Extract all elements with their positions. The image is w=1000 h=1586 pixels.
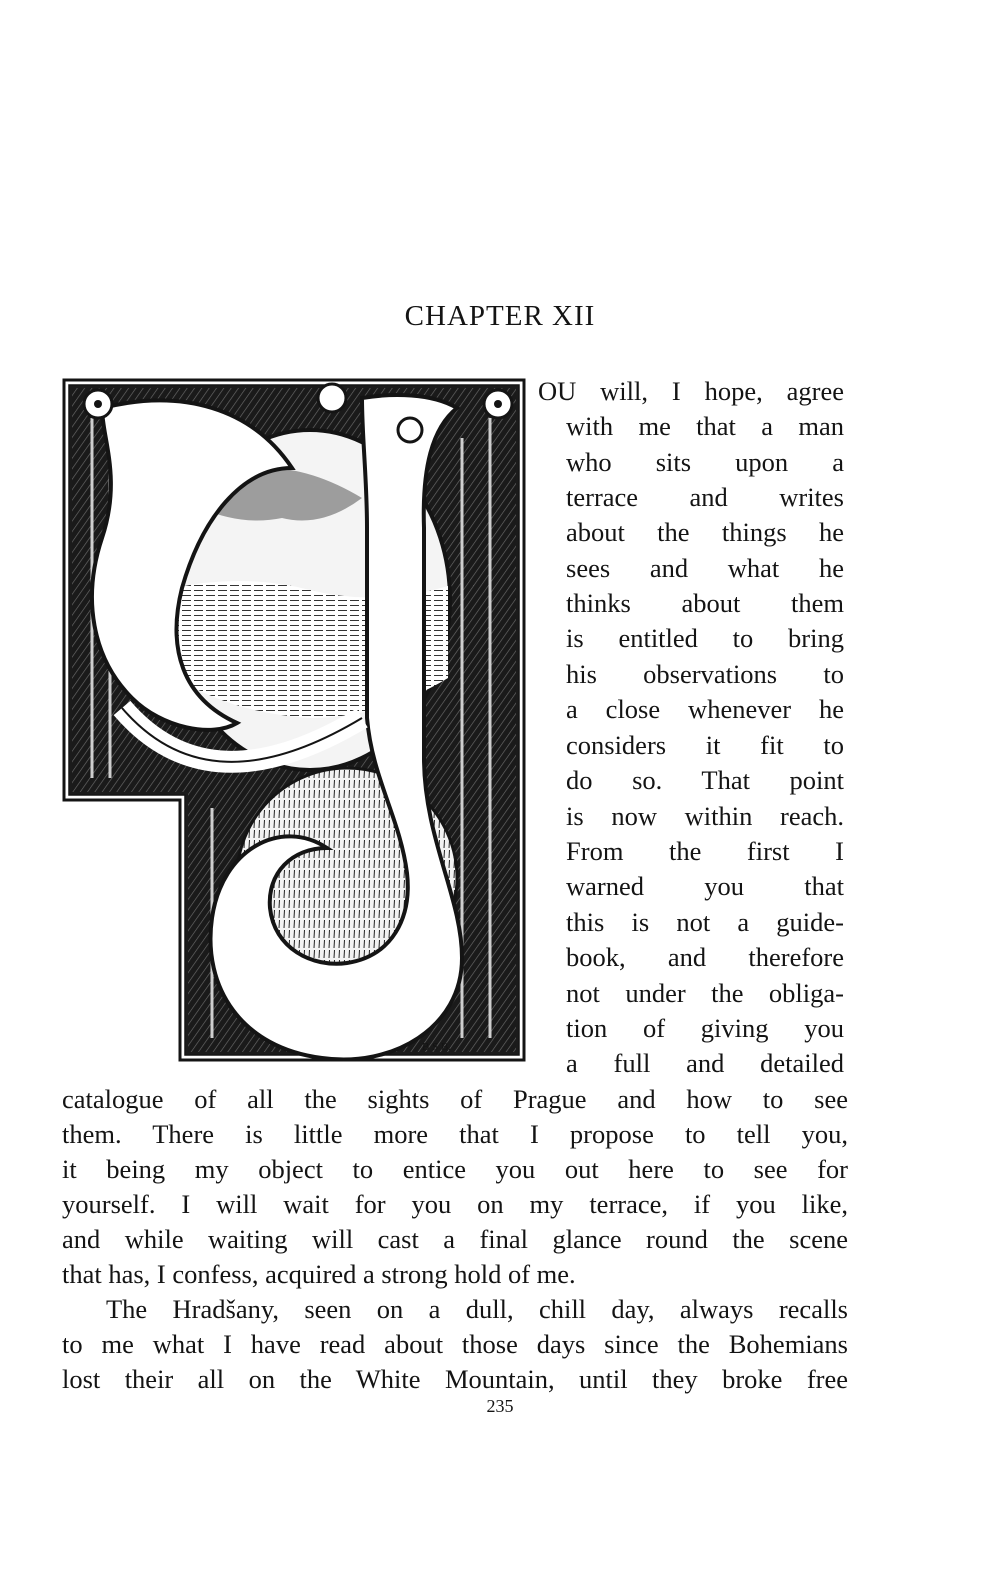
text-line: OU will, I hope, agree: [538, 376, 844, 406]
illuminated-initial: [62, 378, 538, 1064]
text-line: terrace and writes: [566, 482, 844, 512]
text-line: to me what I have read about those days since the Bohemians: [62, 1329, 848, 1359]
text-line: is entitled to bring: [566, 623, 844, 653]
text-line: this is not a guide-: [566, 907, 844, 937]
text-line: do so. That point: [566, 765, 844, 795]
text-line: about the things he: [566, 517, 844, 547]
text-line: and while waiting will cast a final glance round the scene: [62, 1224, 848, 1254]
text-line: that has, I confess, acquired a strong hold of me.: [62, 1259, 576, 1289]
text-line: his observations to: [566, 659, 844, 689]
text-line: yourself. I will wait for you on my terrace, if you like,: [62, 1189, 848, 1219]
text-line: not under the obliga-: [566, 978, 844, 1008]
text-line: a full and detailed: [566, 1048, 844, 1078]
text-line: is now within reach.: [566, 801, 844, 831]
chapter-heading: CHAPTER XII: [404, 300, 596, 332]
text-line: thinks about them: [566, 588, 844, 618]
text-line: book, and therefore: [566, 942, 844, 972]
page-number: 235: [486, 1396, 514, 1416]
text-line: lost their all on the White Mountain, until they broke free: [62, 1364, 848, 1394]
text-line: a close whenever he: [566, 694, 844, 724]
engraver-mark: B S B.: [422, 1041, 452, 1053]
text-line: who sits upon a: [566, 447, 844, 477]
text-line: The Hradšany, seen on a dull, chill day, always recalls: [106, 1294, 848, 1324]
text-line: catalogue of all the sights of Prague and how to see: [62, 1084, 848, 1114]
text-line: tion of giving you: [566, 1013, 844, 1043]
text-line: sees and what he: [566, 553, 844, 583]
text-line: them. There is little more that I propose to tell you,: [62, 1119, 848, 1149]
text-line: warned you that: [566, 871, 844, 901]
text-line: it being my object to entice you out here to see for: [62, 1154, 848, 1184]
text-line: From the first I: [566, 836, 844, 866]
text-line: considers it fit to: [566, 730, 844, 760]
text-line: with me that a man: [566, 411, 844, 441]
